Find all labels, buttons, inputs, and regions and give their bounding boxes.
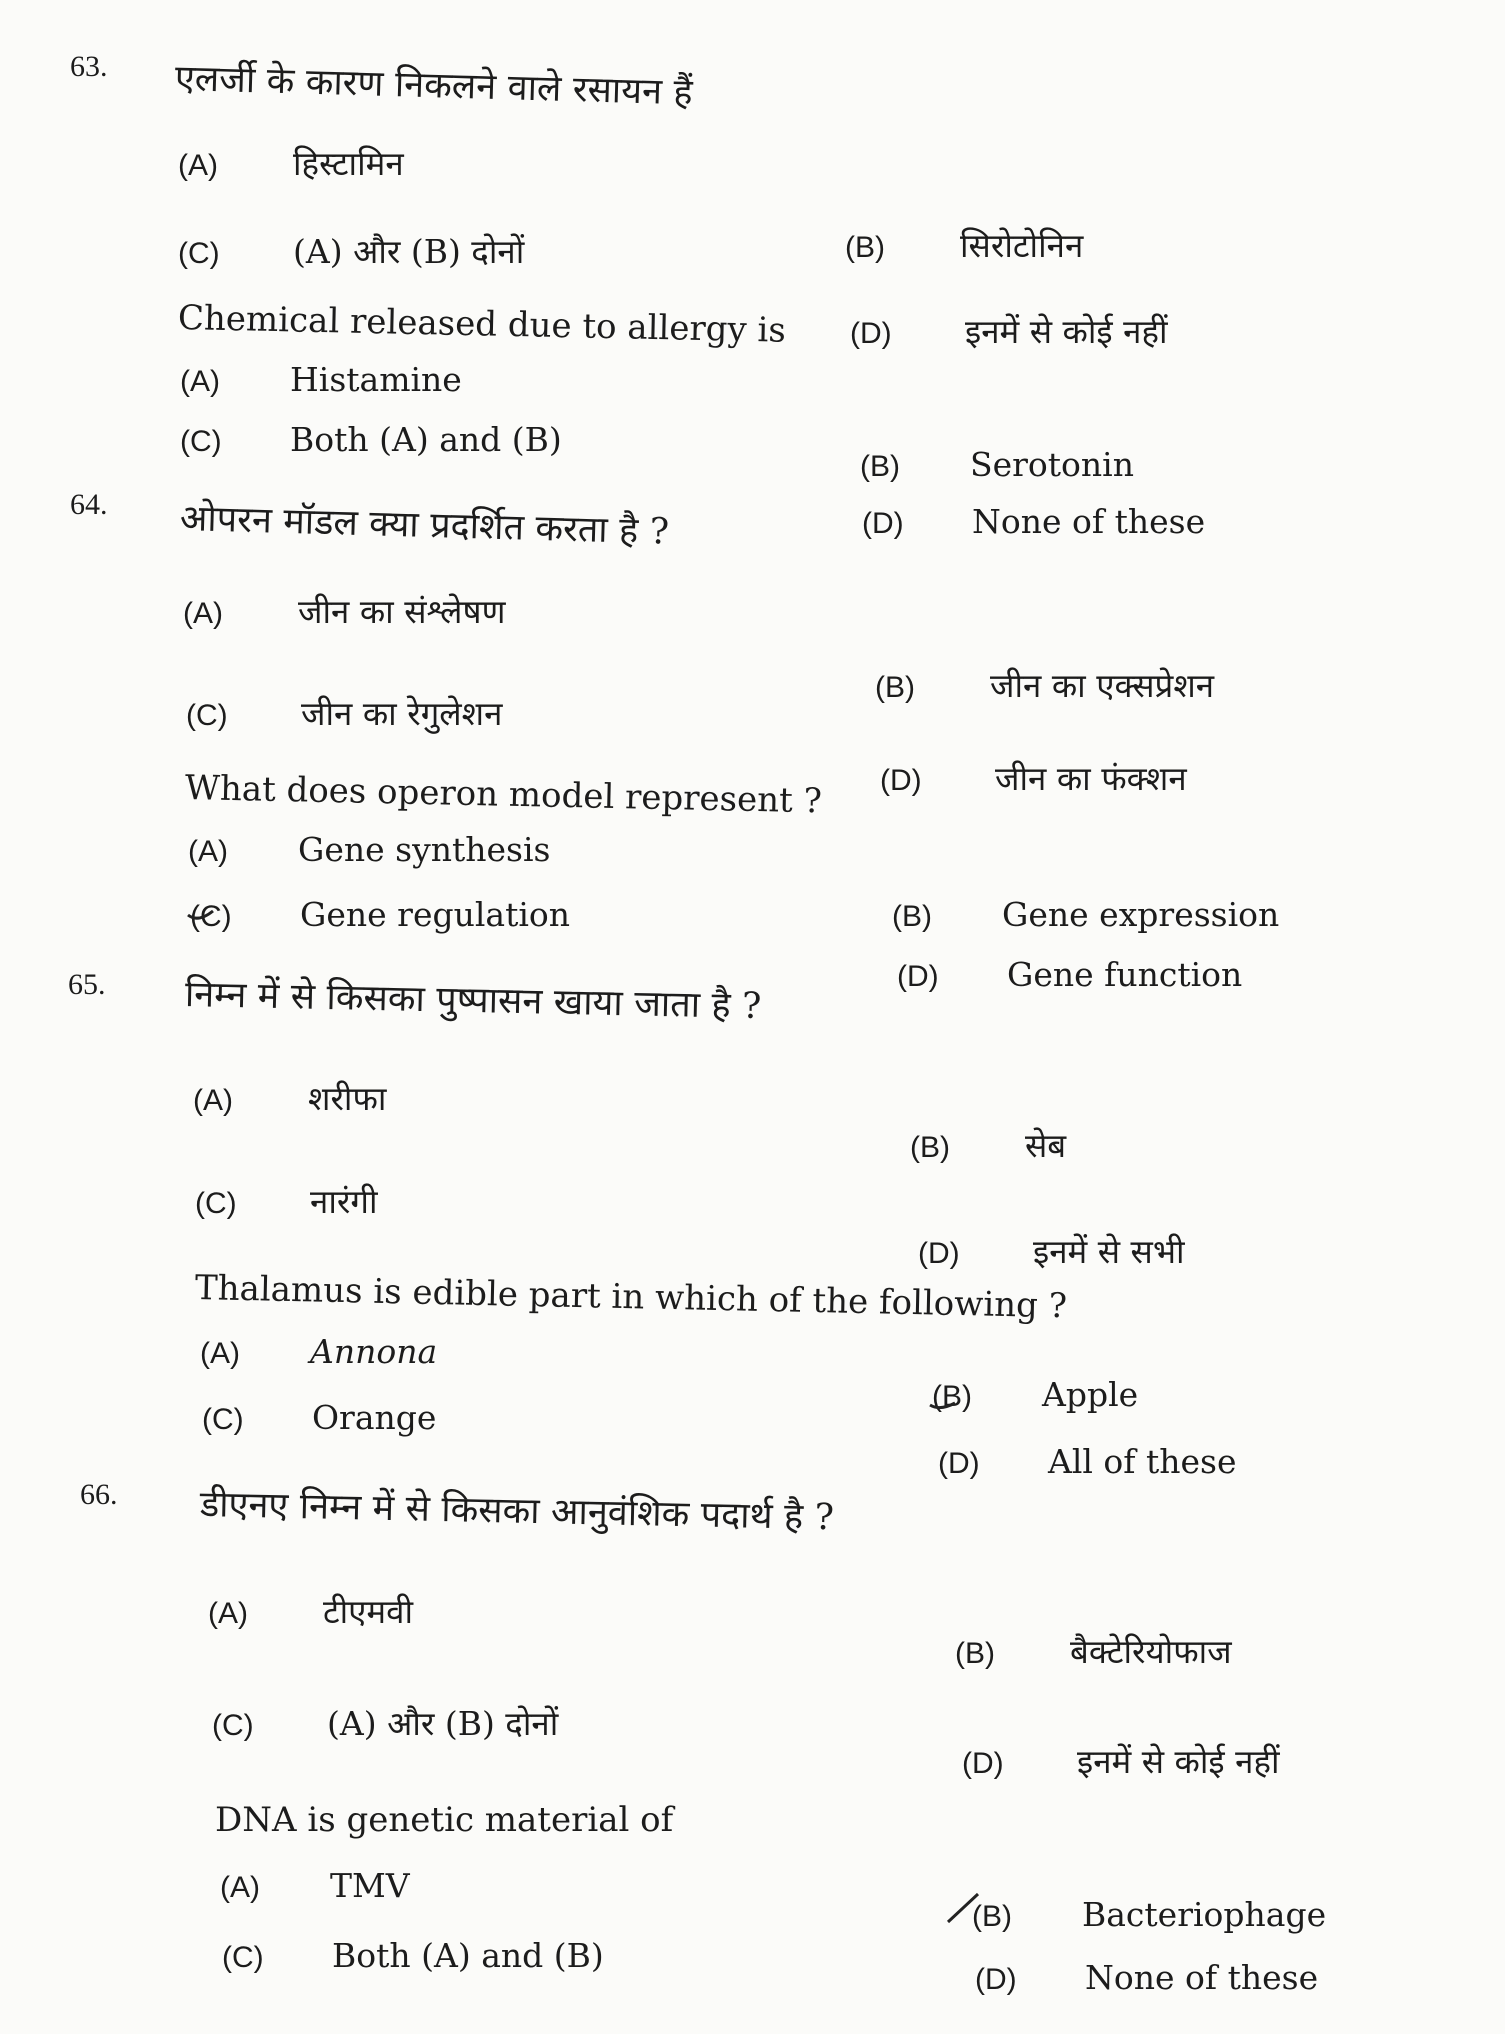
option-b-english: (B) Serotonin: [860, 445, 1134, 484]
option-d-hindi: (D) इनमें से सभी: [918, 1232, 1185, 1271]
tick-mark: [948, 1894, 978, 1922]
option-b-english: (B) Bacteriophage: [972, 1895, 1327, 1934]
question-text-english: Chemical released due to allergy is: [177, 298, 787, 351]
question-number: 63.: [70, 50, 108, 83]
option-d-hindi: (D) इनमें से कोई नहीं: [850, 312, 1168, 351]
option-a-english: (A) Annona: [200, 1332, 438, 1371]
option-d-english: (D) None of these: [975, 1958, 1319, 1997]
option-c-hindi: (C) नारंगी: [195, 1182, 378, 1221]
underline-mark: [930, 1403, 955, 1408]
option-d-english: (D) All of these: [938, 1442, 1237, 1481]
option-c-english: (C) Both (A) and (B): [222, 1936, 604, 1975]
question-text-hindi: ओपरन मॉडल क्या प्रदर्शित करता है ?: [179, 498, 670, 553]
option-c-hindi: (C) जीन का रेगुलेशन: [186, 694, 503, 733]
question-text-hindi: डीएनए निम्न में से किसका आनुवंशिक पदार्थ है ?: [199, 1484, 835, 1539]
option-d-english: (D) Gene function: [897, 955, 1243, 994]
option-d-hindi: (D) जीन का फंक्शन: [880, 759, 1187, 798]
option-b-hindi: (B) बैक्टेरियोफाज: [955, 1632, 1232, 1671]
option-a-english: (A) Histamine: [180, 360, 462, 399]
option-d-english: (D) None of these: [862, 502, 1206, 541]
underline-mark: [188, 911, 213, 918]
question-text-hindi: निम्न में से किसका पुष्पासन खाया जाता है ?: [184, 974, 762, 1028]
option-a-hindi: (A) हिस्टामिन: [178, 144, 404, 183]
question-text-english: What does operon model represent ?: [184, 768, 823, 822]
question-text-hindi: एलर्जी के कारण निकलने वाले रसायन हैं: [174, 58, 694, 114]
option-b-english: (B) Apple: [932, 1375, 1139, 1414]
option-c-english: (C) Orange: [202, 1398, 437, 1437]
option-c-english: (C) Gene regulation: [190, 895, 571, 934]
option-a-hindi: (A) टीएमवी: [208, 1592, 414, 1631]
option-b-hindi: (B) जीन का एक्सप्रेशन: [875, 666, 1215, 705]
option-a-hindi: (A) शरीफा: [193, 1079, 387, 1118]
option-d-hindi: (D) इनमें से कोई नहीं: [962, 1742, 1280, 1781]
question-number: 64.: [70, 488, 108, 521]
option-a-hindi: (A) जीन का संश्लेषण: [183, 592, 506, 631]
option-b-english: (B) Gene expression: [892, 895, 1280, 934]
question-number: 66.: [80, 1478, 118, 1511]
option-c-english: (C) Both (A) and (B): [180, 420, 562, 459]
question-text-english: Thalamus is edible part in which of the following ?: [194, 1268, 1068, 1327]
option-b-hindi: (B) सिरोटोनिन: [845, 226, 1084, 265]
question-text-english: DNA is genetic material of: [215, 1800, 674, 1840]
option-c-hindi: (C) (A) और (B) दोनों: [178, 232, 525, 271]
option-c-hindi: (C) (A) और (B) दोनों: [212, 1704, 559, 1743]
question-number: 65.: [68, 968, 106, 1001]
option-b-hindi: (B) सेब: [910, 1126, 1067, 1165]
option-a-english: (A) Gene synthesis: [188, 830, 551, 869]
option-a-english: (A) TMV: [220, 1866, 410, 1905]
